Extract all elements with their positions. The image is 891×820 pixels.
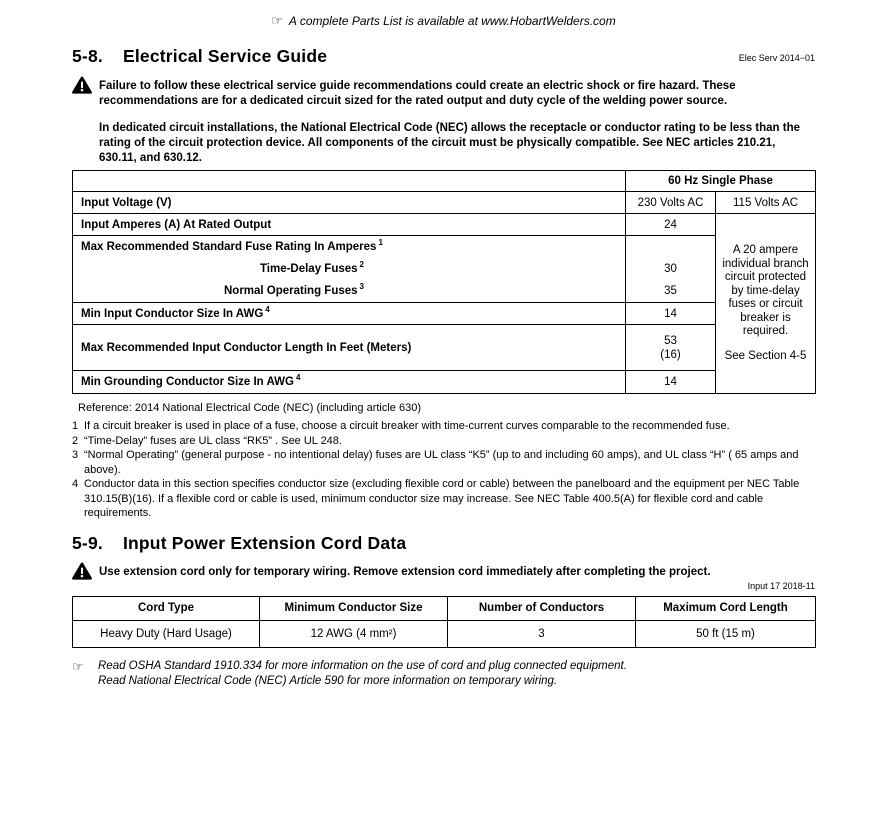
max-conductor-length-label: Max Recommended Input Conductor Length In Feet (Meters) [73,325,626,371]
cord-type-value: Heavy Duty (Hard Usage) [73,620,260,647]
see-section-note: See Section 4-5 [724,349,807,362]
normal-operating-value: 35 [664,285,677,297]
fuse-rating-title-text: Max Recommended Standard Fuse Rating In Amperes [81,241,377,253]
branch-circuit-note-cell [716,214,816,394]
footnote-4 [72,477,815,521]
min-grounding-conductor-label [73,371,626,394]
section-title-text: Electrical Service Guide [122,46,328,66]
footnote-number: 3 [72,449,79,461]
input-amperes-value: 24 [626,214,716,236]
footnote-text: “Time-Delay” fuses are UL class “RK5” . See UL 248. [84,434,342,447]
time-delay-value: 30 [664,263,677,275]
footnote-marker: 2 [359,260,364,270]
blank-cell [73,171,626,192]
electrical-service-table [72,170,816,394]
header-number-of-conductors: Number of Conductors [448,596,636,620]
footnote-text: “Normal Operating” (general purpose - no intentional delay) fuses are UL class “K5” (up to and including 60 amps), and UL class “H” ( 65 amps and above). [84,449,799,476]
footnotes [72,419,815,521]
footnote-text: Conductor data in this section specifies conductor size (excluding flexible cord or cable) between the panelboard and the equipment per NEC Table 310.15(B)(16). If a flexible cord or cable is used, minimum conductor size may increase. See NEC Table 400.5(A) for flexible cord and cable requirements. [84,478,800,519]
phase-header-cell: 60 Hz Single Phase [626,171,816,192]
length-feet-value: 53 [664,334,677,347]
footnote-1 [72,419,815,434]
section-5-9-title [72,533,406,554]
number-of-conductors-value: 3 [448,620,636,647]
pointer-hand-icon: ☞ [271,13,283,28]
footnote-text: If a circuit breaker is used in place of a fuse, choose a circuit breaker with time-current curves comparable to the recommended fuse. [84,420,730,432]
osha-note: Read OSHA Standard 1910.334 for more information on the use of cord and plug connected equipment. [98,659,627,672]
normal-operating-label-text: Normal Operating Fuses [223,285,358,297]
table-row [73,325,816,371]
time-delay-label-text: Time-Delay Fuses [259,263,358,275]
extension-cord-table [72,596,816,648]
fuse-values-cell [626,236,716,303]
table-row [73,303,816,325]
max-conductor-length-value [626,325,716,371]
input-voltage-label: Input Voltage (V) [73,192,626,214]
min-input-label-text: Min Input Conductor Size In AWG [81,307,264,320]
table-row [73,371,816,394]
footnote-2 [72,434,815,449]
table-row [73,192,816,214]
input-amperes-label: Input Amperes (A) At Rated Output [73,214,626,236]
fuse-rating-title [81,236,625,258]
bottom-notes-text [98,659,627,689]
normal-operating-fuses-label [81,280,364,302]
section-5-9-header [72,533,815,554]
voltage-230-cell: 230 Volts AC [626,192,716,214]
section-title-text: Input Power Extension Cord Data [122,532,407,553]
min-grounding-conductor-value: 14 [626,371,716,394]
min-conductor-size-value: 12 AWG (4 mm²) [260,620,448,647]
warning-icon [72,562,92,580]
footnote-3 [72,448,815,477]
fuse-value-blank [626,236,715,258]
nec-reference: Reference: 2014 National Electrical Code (NEC) (including article 630) [78,402,421,414]
max-cord-length-value: 50 ft (15 m) [636,620,816,647]
footnote-marker: 4 [265,304,270,314]
table-header-row [73,596,816,620]
header-max-cord-length: Maximum Cord Length [636,596,816,620]
parts-list-note-text: A complete Parts List is available at www.HobartWelders.com [288,14,616,28]
footnote-marker: 3 [359,282,364,292]
warning-text: Use extension cord only for temporary wiring. Remove extension cord immediately after completing the project. [99,565,711,578]
section-5-8-title [72,46,327,67]
header-cord-type: Cord Type [73,596,260,620]
min-input-conductor-label [73,303,626,325]
warning-block-5-8 [72,76,815,109]
warning-block-5-9 [72,562,815,580]
footnote-marker: 4 [295,373,301,383]
min-grounding-label-text: Min Grounding Conductor Size In AWG [81,376,294,388]
footnote-number: 1 [72,420,79,432]
parts-list-note [72,14,815,28]
section-number: 5-8. [72,46,103,66]
min-input-conductor-value: 14 [626,303,716,325]
length-meters-value: (16) [660,348,681,361]
warning-text: Failure to follow these electrical service guide recommendations could create an electric shock or fire hazard. These recommendations are for a dedicated circuit sized for the rated output and duty cycle of the welding power source. [99,80,736,107]
nec-paragraph: In dedicated circuit installations, the National Electrical Code (NEC) allows the receptacle or conductor rating to be less than the rating of the circuit protection device. All components of the circuit must be physically compatible. See NEC articles 210.21, 630.11, and 630.12. [99,122,801,164]
time-delay-fuses-label [81,258,364,280]
table-row [73,214,816,236]
section-5-8-ref-code: Elec Serv 2014−01 [738,53,815,63]
section-number: 5-9. [72,532,103,553]
header-min-conductor-size: Minimum Conductor Size [260,596,448,620]
voltage-115-cell: 115 Volts AC [716,192,816,214]
warning-icon [72,76,92,109]
table-row [73,171,816,192]
bottom-notes [72,659,815,689]
nec-article-590-note: Read National Electrical Code (NEC) Article 590 for more information on temporary wiring. [98,674,558,687]
pointer-hand-icon: ☞ [72,658,84,674]
footnote-number: 4 [72,478,79,490]
table-row [73,620,816,647]
section-5-8-header [72,46,815,67]
branch-circuit-note: A 20 ampere individual branch circuit protected by time-delay fuses or circuit breaker is required. [722,244,809,337]
table-row [73,236,816,303]
footnote-number: 2 [72,434,79,447]
footnote-marker: 1 [378,238,383,248]
section-5-9-ref-code: Input 17 2018-11 [747,580,815,591]
fuse-rating-label-cell [73,236,626,303]
